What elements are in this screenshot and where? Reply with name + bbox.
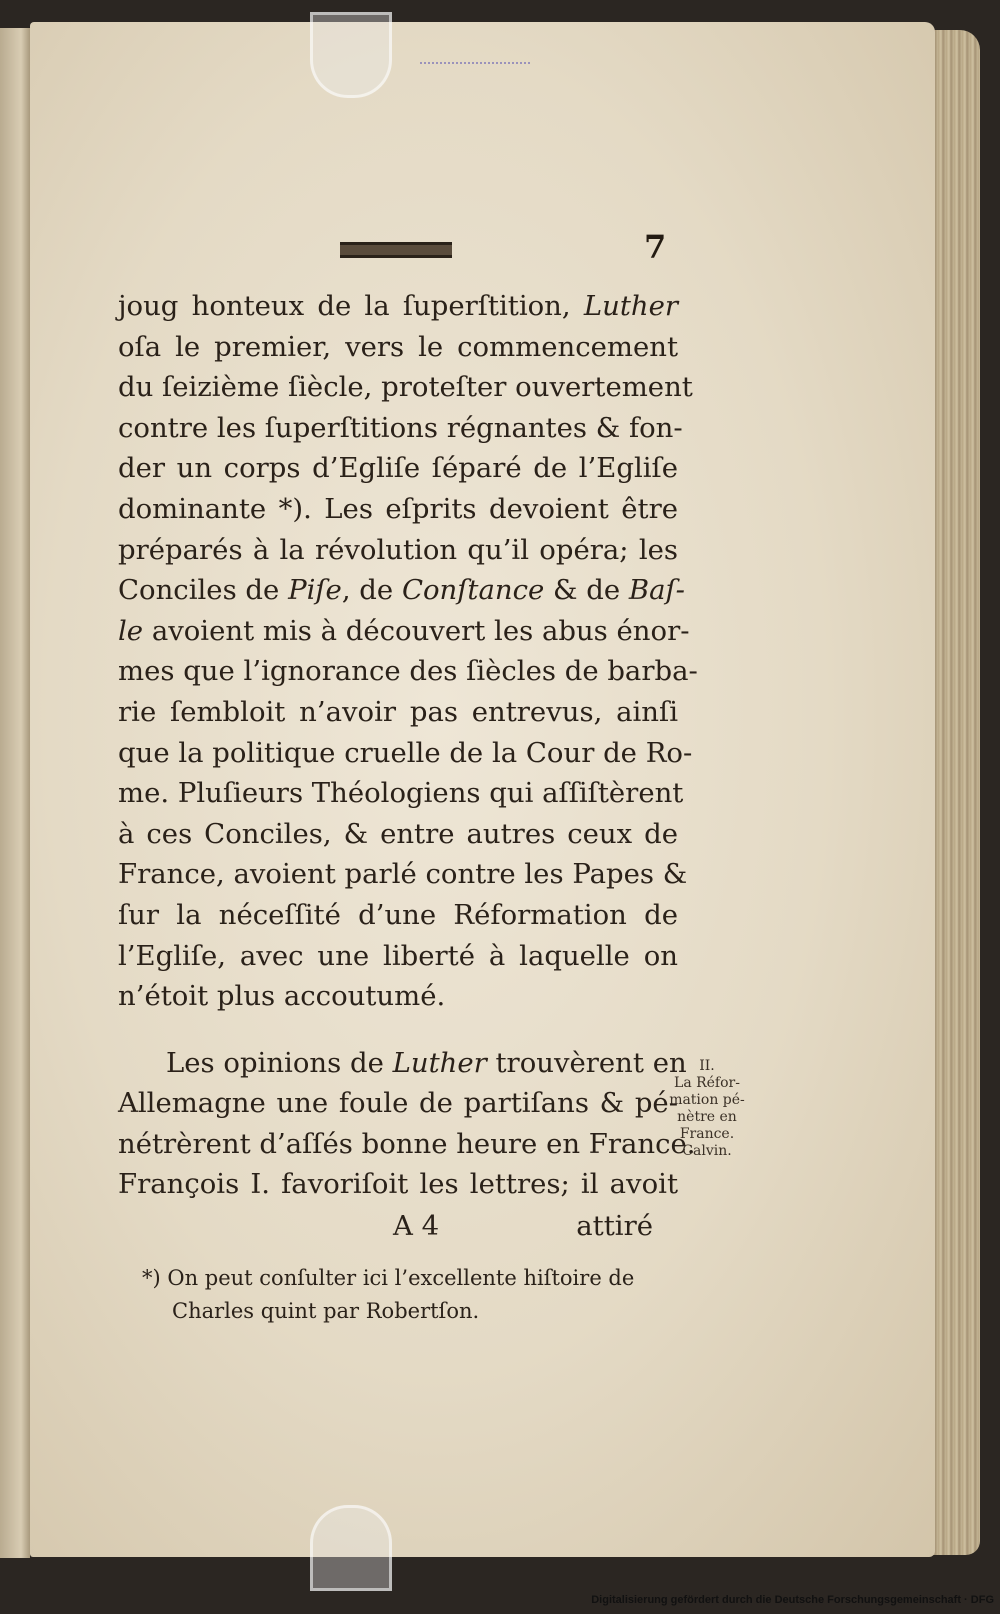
library-stamp: [420, 62, 530, 74]
catchword: attiré: [576, 1210, 653, 1242]
text-line: [118, 814, 678, 855]
text-run: ſur la néceſſité d’une Réformation de: [118, 898, 678, 931]
text-line: [118, 1083, 678, 1124]
paragraph-gap: [118, 1017, 678, 1043]
footnote-line-2: Charles quint par Robertſon.: [172, 1299, 480, 1323]
book-clip-top: [310, 12, 392, 98]
text-line: [118, 854, 688, 895]
text-run: Allemagne une foule de partiſans & pé-: [118, 1087, 678, 1120]
text-run: n’étoit plus accoutumé.: [118, 980, 446, 1013]
text-line: [118, 286, 678, 327]
text-run: François I. favoriſoit les lettres; il avoit: [118, 1168, 678, 1201]
marginal-note-line: La Réfor-: [674, 1075, 740, 1091]
text-run: contre les ſuperſtitions régnantes & fon-: [118, 411, 683, 444]
text-run: préparés à la révolution qu’il opéra; les: [118, 533, 678, 566]
book-clip-bottom: [310, 1505, 392, 1591]
marginal-note-line: II.: [699, 1058, 715, 1074]
text-run: me. Pluſieurs Théologiens qui aſſiſtèrent: [118, 777, 684, 810]
italic-text: Luther: [583, 290, 678, 322]
text-line: [118, 408, 683, 449]
text-line: [118, 976, 678, 1017]
text-line: [118, 570, 685, 611]
marginal-note-line: mation pé-: [669, 1092, 745, 1108]
italic-text: le: [118, 614, 144, 647]
text-run: l’Egliſe, avec une liberté à laquelle on: [118, 939, 678, 972]
marginal-note-line: France.: [679, 1126, 735, 1142]
text-line: [118, 733, 693, 774]
italic-text: Piſe: [288, 574, 342, 607]
text-run: , de: [341, 574, 402, 607]
signature-mark: A 4: [393, 1210, 440, 1242]
text-run: dominante *). Les eſprits devoient être: [118, 492, 678, 525]
italic-text: Luther: [392, 1046, 487, 1079]
text-run: Les opinions de: [166, 1046, 393, 1079]
text-run: trouvèrent en: [486, 1046, 687, 1079]
digitization-credit: Digitalisierung gefördert durch die Deutsche Forschungsgemeinschaft · DFG: [591, 1594, 994, 1606]
text-run: que la politique cruelle de la Cour de Ro-: [118, 736, 693, 769]
marginal-note-line: Calvin.: [682, 1143, 732, 1159]
page-fore-edge: [930, 30, 980, 1555]
text-line: [118, 936, 678, 977]
text-run: der un corps d’Egliſe ſéparé de l’Egliſe: [118, 452, 678, 485]
text-run: Conciles de: [118, 574, 289, 607]
text-run: mes que l’ignorance des ſiècles de barba-: [118, 655, 698, 688]
text-line: [118, 1043, 687, 1084]
text-line: [118, 895, 678, 936]
text-line: [118, 1124, 696, 1165]
italic-text: Baſ-: [628, 574, 685, 607]
text-line: [118, 773, 684, 814]
facing-page-edge: [0, 28, 30, 1558]
marginal-note: [663, 1058, 751, 1160]
text-line: [118, 489, 678, 530]
text-line: [118, 530, 678, 571]
text-line: [118, 448, 678, 489]
text-line: [118, 692, 678, 733]
text-line: [118, 367, 693, 408]
text-run: France, avoient parlé contre les Papes &: [118, 858, 688, 891]
text-run: du ſeizième ſiècle, proteſter ouvertement: [118, 371, 693, 404]
body-text: [118, 286, 698, 1205]
text-run: oſa le premier, vers le commencement: [118, 330, 678, 363]
footnote: [142, 1262, 662, 1328]
marginal-note-line: nètre en: [677, 1109, 737, 1125]
footnote-line-1: *) On peut conſulter ici l’excellente hiſtoire de: [142, 1266, 635, 1290]
book-page: [30, 22, 935, 1557]
text-run: à ces Conciles, & entre autres ceux de: [118, 817, 678, 850]
text-line: [118, 611, 690, 652]
text-line: [118, 1164, 678, 1205]
text-run: rie ſembloit n’avoir pas entrevus, ainſi: [118, 695, 678, 728]
text-line: [118, 651, 698, 692]
text-line: [118, 327, 678, 368]
paragraph-1: [118, 286, 698, 1017]
italic-text: Conſtance: [401, 574, 545, 607]
text-run: avoient mis à découvert les abus énor-: [143, 614, 690, 647]
text-run: & de: [544, 574, 629, 607]
text-run: nétrèrent d’aſſés bonne heure en France.: [118, 1127, 696, 1160]
text-run: joug honteux de la ſuperſtition,: [118, 290, 584, 322]
paragraph-2: [118, 1043, 696, 1205]
page-number: 7: [644, 228, 667, 266]
head-ornament-rule: [340, 242, 452, 258]
